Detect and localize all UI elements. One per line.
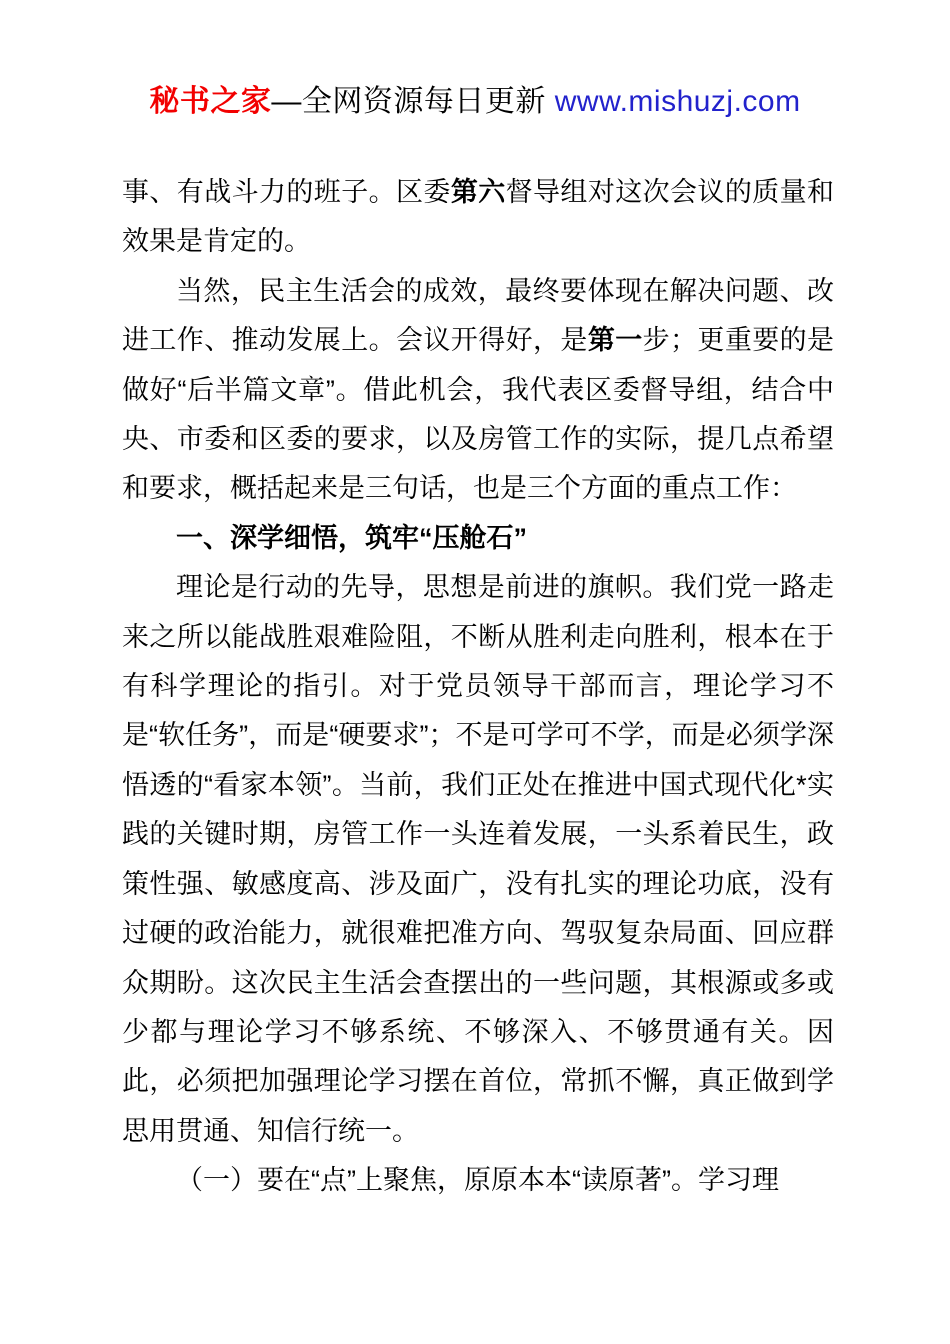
text-run: （一）要在“点”上聚焦，原原本本“读原著”。学习理 [176,1165,779,1196]
site-brand: 秘书之家 [149,85,272,118]
document-body [122,168,834,1206]
text-run: 理论是行动的先导，思想是前进的旗帜。我们党一路走来之所以能战胜艰难险阻，不断从胜利走向胜利，根本在于有科学理论的指引。对于党员领导干部而言，理论学习不是“软任务”，而是“硬要求”；不是可学可不学，而是必须学深悟透的“看家本领”。当前，我们正处在推进中国式现代化*实践的关键时期，房管工作一头连着发展，一头系着民生，政策性强、敏感度高、涉及面广，没有扎实的理论功底，没有过硬的政治能力，就很难把准方向、驾驭复杂局面、回应群众期盼。这次民主生活会查摆出的一些问题，其根源或多或少都与理论学习不够系统、不够深入、不够贯通有关。因此，必须把加强理论学习摆在首位，常抓不懈，真正做到学思用贯通、知信行统一。 [122,572,834,1146]
site-url-link[interactable]: www.mishuzj.com [554,85,801,118]
paragraph [122,168,834,267]
paragraph [122,267,834,514]
paragraph [122,1156,834,1205]
text-run: 步；更重要的是做好“后半篇文章”。借此机会，我代表区委督导组，结合中央、市委和区委的要求，以及房管工作的实际，提几点希望和要求，概括起来是三句话，也是三个方面的重点工作： [122,325,835,504]
section-heading [122,514,834,563]
text-run: 督导组对这次会议的质量和效果是肯定的。 [122,177,835,257]
site-tagline: —全网资源每日更新 [271,85,555,118]
text-run: 当然，民主生活会的成效，最终要体现在解决问题、改进工作、推动发展上。会议开得好，是 [122,275,834,356]
bold-text-run: 一、深学细悟，筑牢“压舱石” [176,522,527,553]
bold-text-run: 第一 [587,325,643,356]
text-run: 事、有战斗力的班子。区委 [122,177,451,207]
page-header [0,82,950,122]
bold-text-run: 第六 [450,177,506,207]
paragraph [122,563,834,1156]
